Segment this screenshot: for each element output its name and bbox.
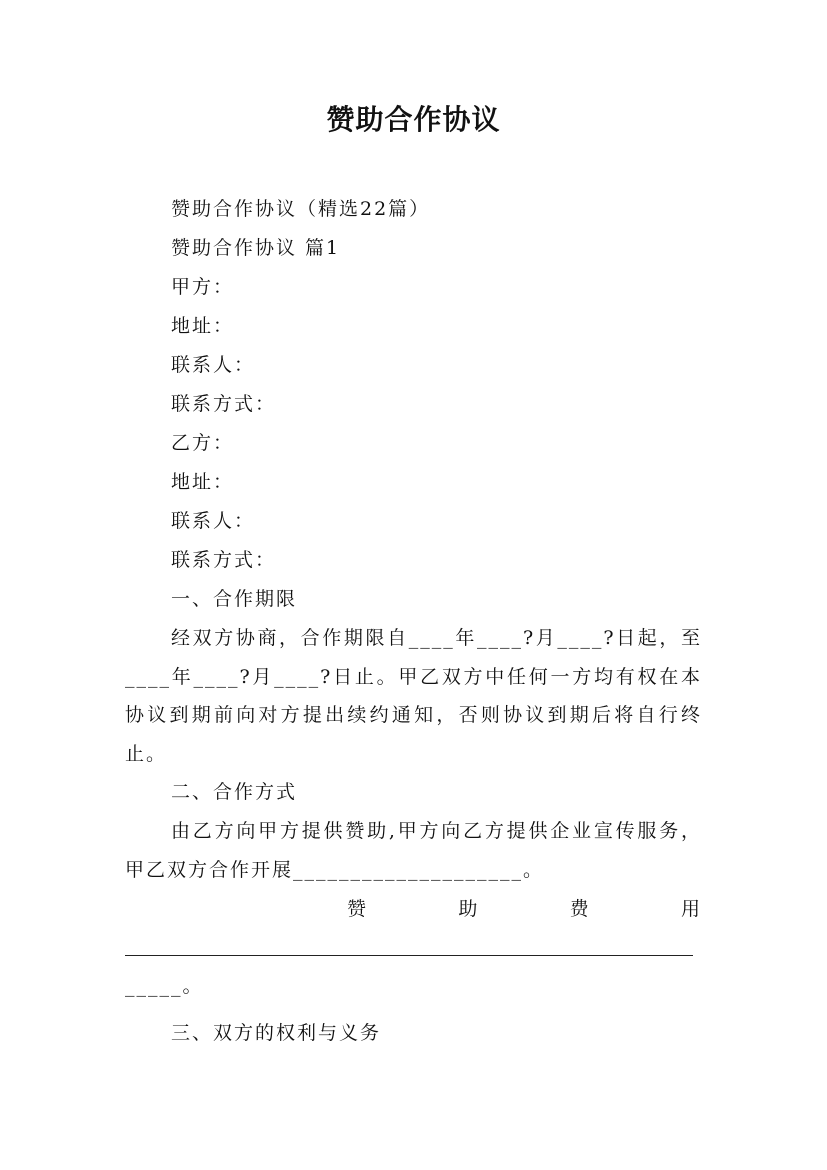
paragraph-cooperation-mode: 由乙方向甲方提供赞助,甲方向乙方提供企业宣传服务，甲乙双方合作开展____________________。 [125, 820, 702, 881]
line-party-a-address: 地址： [171, 315, 235, 337]
line-party-a-contact: 联系人： [171, 354, 256, 376]
fee-char-3: 费 [569, 898, 591, 920]
line-party-b-contact-method: 联系方式： [171, 549, 277, 571]
fee-char-4: 用 [680, 898, 702, 920]
line-party-a-contact-method: 联系方式： [171, 393, 277, 415]
heading-cooperation-mode: 二、合作方式 [171, 781, 298, 803]
line-party-b-address: 地址： [171, 471, 235, 493]
line-subtitle: 赞助合作协议（精选22篇） [171, 198, 431, 220]
heading-rights-obligations: 三、双方的权利与义务 [171, 1022, 382, 1044]
document-title: 赞助合作协议 [326, 103, 501, 136]
line-party-b: 乙方： [171, 432, 235, 454]
fee-blank-rule [125, 955, 693, 956]
fee-char-1: 赞 [347, 898, 369, 920]
fee-blank-line [125, 929, 702, 967]
fee-label-row [125, 889, 702, 929]
line-section-1: 赞助合作协议 篇1 [171, 237, 341, 259]
fee-blank-tail: _____。 [125, 975, 204, 997]
line-party-b-contact: 联系人： [171, 510, 256, 532]
fee-char-2: 助 [458, 898, 480, 920]
document-body [125, 190, 702, 1053]
paragraph-term: 经双方协商，合作期限自____年____?月____?日起，至____年____?月____?日止。甲乙双方中任何一方均有权在本协议到期前向对方提出续约通知，否则协议到期后将自行终止。 [125, 627, 702, 765]
line-party-a: 甲方： [171, 276, 235, 298]
heading-term: 一、合作期限 [171, 588, 298, 610]
